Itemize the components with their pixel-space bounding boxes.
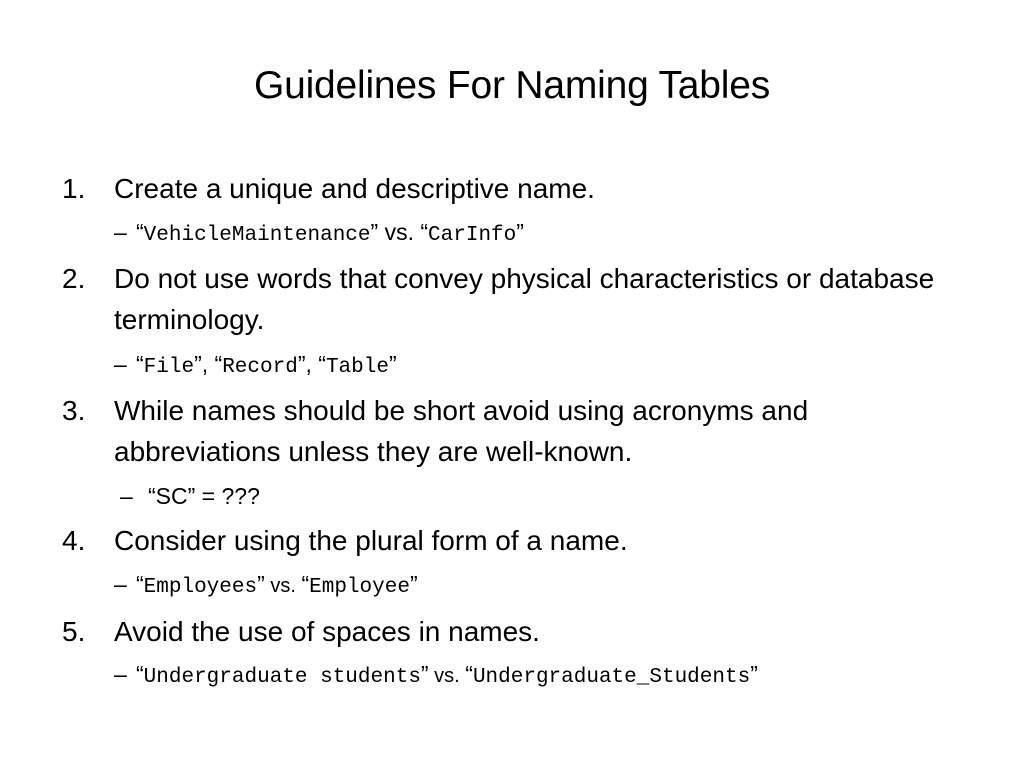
quote: “	[301, 571, 310, 597]
quote: ”	[409, 571, 418, 597]
code-example: File	[143, 356, 195, 379]
code-example: Table	[325, 356, 389, 379]
code-example: Record	[222, 356, 298, 379]
example-text: “SC” = ???	[148, 483, 260, 509]
versus-text: vs.	[378, 219, 421, 245]
code-example: VehicleMaintenance	[143, 224, 371, 247]
example-1	[114, 216, 994, 252]
quote: “	[465, 661, 473, 687]
list-item-4	[62, 520, 962, 561]
slide-title: Guidelines For Naming Tables	[253, 64, 771, 107]
list-item-number: 1.	[62, 173, 86, 204]
dash-bullet: –	[114, 571, 127, 597]
quote: “	[136, 661, 144, 687]
quote: “	[136, 219, 144, 245]
list-item-number: 3.	[62, 395, 86, 426]
dash-bullet: –	[120, 483, 133, 509]
list-item-1	[62, 168, 962, 209]
dash-bullet: –	[114, 661, 127, 687]
code-example: Undergraduate students	[143, 666, 421, 689]
code-example: Employee	[309, 576, 410, 599]
list-item-text: Avoid the use of spaces in names.	[114, 616, 540, 647]
list-item-3	[62, 390, 962, 472]
example-3	[120, 480, 1000, 512]
list-item-2	[62, 258, 962, 340]
quote: ”	[388, 351, 397, 377]
code-example: Employees	[143, 576, 258, 599]
list-item-number: 5.	[62, 616, 86, 647]
quote: ”	[750, 661, 758, 687]
example-2	[114, 348, 994, 384]
versus-text: vs.	[264, 575, 302, 597]
dash-bullet: –	[114, 351, 127, 377]
quote: ”, “	[297, 351, 326, 377]
quote: ”	[257, 571, 265, 597]
list-item-5	[62, 611, 962, 652]
example-4	[114, 568, 994, 604]
list-item-text: Do not use words that convey physical characteristics or database terminology.	[114, 263, 935, 335]
quote: “	[136, 351, 144, 377]
quote: “	[420, 219, 429, 245]
quote: ”	[370, 219, 379, 245]
quote: ”	[420, 661, 429, 687]
versus-text: vs.	[428, 665, 466, 687]
example-5	[114, 658, 994, 694]
code-example: CarInfo	[428, 224, 517, 247]
list-item-text: While names should be short avoid using acronyms and abbreviations unless they are well-known.	[114, 395, 809, 467]
quote: ”	[516, 219, 524, 245]
code-example: Undergraduate_Students	[472, 666, 751, 689]
list-item-text: Create a unique and descriptive name.	[114, 173, 595, 204]
list-item-text: Consider using the plural form of a name.	[114, 525, 628, 556]
quote: “	[136, 571, 144, 597]
dash-bullet: –	[114, 219, 127, 245]
list-item-number: 4.	[62, 525, 86, 556]
list-item-number: 2.	[62, 263, 86, 294]
quote: ”, “	[194, 351, 223, 377]
